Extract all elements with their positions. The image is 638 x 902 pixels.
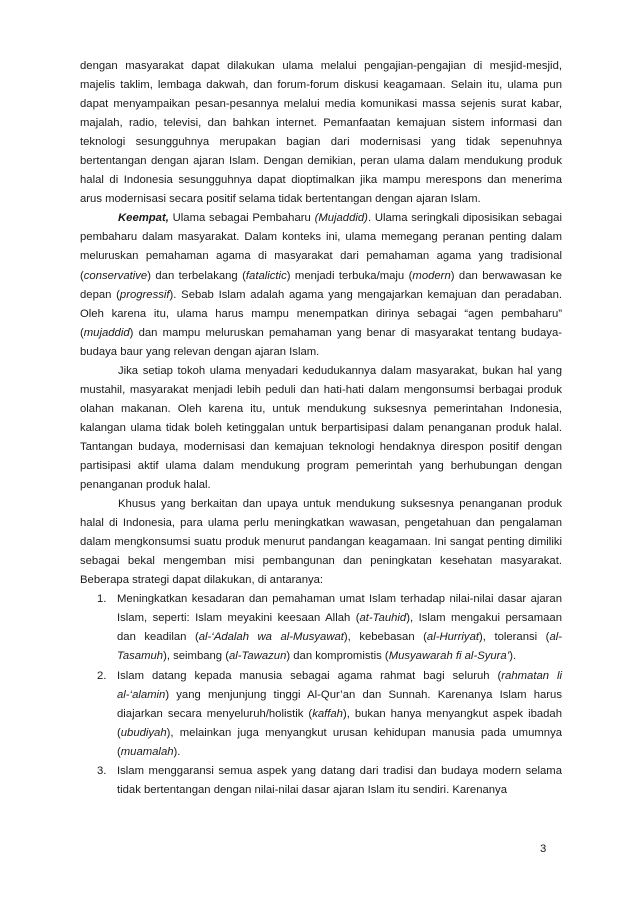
body-text bbox=[80, 57, 562, 590]
text-segment: Islam menggaransi semua aspek yang datang dari tradisi dan budaya modern selama tidak bertentangan dengan nilai-nilai dasar ajaran Islam itu sendiri. Karenanya bbox=[117, 764, 562, 796]
paragraph bbox=[80, 57, 562, 209]
list-item-number: 3. bbox=[97, 764, 107, 777]
italic-term: al-Tawazun bbox=[229, 650, 287, 663]
text-segment: Meningkatkan kesadaran dan pemahaman umat Islam terhadap nilai-nilai dasar ajaran Islam, seperti: Islam meyakini keesaan Allah ( bbox=[117, 593, 562, 625]
text-segment: ), seimbang ( bbox=[163, 650, 229, 663]
italic-term: progressif bbox=[119, 288, 170, 301]
text-segment: ). bbox=[509, 650, 517, 663]
text-segment: ) dan kompromistis ( bbox=[286, 650, 389, 663]
text-segment: Khusus yang berkaitan dan upaya untuk mendukung suksesnya penanganan produk halal di Indonesia, para ulama perlu meningkatkan wawasan, pengetahuan dan pengalaman dalam mengkonsumsi suatu produk menurut pandangan keagamaan. Ini sangat penting dimiliki sebagai bekal mengemban misi pembangunan dan peningkatan kesehatan masyarakat. Beberapa strategi dapat dilakukan, di antaranya: bbox=[80, 498, 562, 587]
paragraph bbox=[80, 495, 562, 590]
text-segment: ). Sebab Islam adalah agama yang mengajarkan kemajuan dan peradaban. Oleh karena itu, ulama harus mampu menempatkan dirinya sebagai “agen pembaharu” ( bbox=[80, 288, 562, 339]
list-item bbox=[97, 590, 562, 666]
page-number: 3 bbox=[540, 843, 547, 855]
list-item-number: 2. bbox=[97, 669, 107, 682]
italic-term: kaffah bbox=[312, 707, 343, 720]
text-segment: ). bbox=[173, 745, 181, 758]
text-segment: ), kebebasan ( bbox=[343, 631, 427, 644]
italic-term: ubudiyah bbox=[120, 726, 167, 739]
italic-term: (Mujaddid) bbox=[314, 212, 368, 225]
paragraph bbox=[80, 209, 562, 361]
list-item-number: 1. bbox=[97, 593, 107, 606]
text-segment: ) menjadi terbuka/maju ( bbox=[286, 269, 413, 282]
list-item bbox=[97, 762, 562, 800]
text-segment: Jika setiap tokoh ulama menyadari kedudukannya dalam masyarakat, bukan hal yang mustahil, masyarakat menjadi lebih peduli dan hati-hati dalam mengonsumsi berbagai produk olahan makanan. Oleh karena itu, untuk mendukung suksesnya pemerintahan Indonesia, kalangan ulama tidak boleh ketinggalan untuk berpartisipasi dalam penanganan produk halal. Tantangan budaya, modernisasi dan kemajuan teknologi hendaknya direspon positif dengan partisipasi aktif ulama dalam mendukung program pemerintah yang berhubungan dengan penanganan produk halal. bbox=[80, 364, 562, 492]
italic-term: modern bbox=[412, 269, 451, 282]
italic-term: fatalictic bbox=[245, 269, 287, 282]
text-segment: ), toleransi ( bbox=[479, 631, 550, 644]
text-segment: Ulama sebagai Pembaharu bbox=[168, 212, 315, 225]
text-segment: . Ulama seringkali diposisikan sebagai pembaharu dalam masyarakat. Dalam konteks ini, ulama memegang peranan penting dalam meluruskan pemahaman agama di masyarakat dari pemahaman agama yang tradisional ( bbox=[80, 212, 562, 282]
text-segment: ) dan mampu meluruskan pemahaman yang benar di masyarakat tentang budaya-budaya baur yang relevan dengan ajaran Islam. bbox=[80, 326, 562, 358]
strategy-list bbox=[80, 590, 562, 800]
italic-term: rahmatan li al-‘alamin bbox=[117, 669, 562, 701]
text-segment: ) dan berwawasan ke depan ( bbox=[80, 269, 563, 301]
italic-term: al-‘Adalah wa al-Musyawat bbox=[198, 631, 344, 644]
italic-term: al-Hurriyat bbox=[426, 631, 480, 644]
italic-term: muamalah bbox=[120, 745, 174, 758]
text-segment: ), melainkan juga menyangkut urusan kehidupan manusia pada umumnya ( bbox=[117, 726, 562, 758]
paragraph bbox=[80, 362, 562, 495]
paragraph-lead: Keempat, bbox=[118, 212, 169, 225]
text-segment: ), Islam mengakui persamaan dan keadilan ( bbox=[117, 612, 562, 644]
text-segment: dengan masyarakat dapat dilakukan ulama melalui pengajian-pengajian di mesjid-mesjid, majelis taklim, lembaga dakwah, dan forum-forum diskusi keagamaan. Selain itu, ulama pun dapat menyampaikan pesan-pesannya melalui media komunikasi massa sejenis surat kabar, majalah, radio, televisi, dan bahkan internet. Pemanfaatan kemajuan sistem informasi dan teknologi sesungguhnya merupakan bagian dari modernisasi yang tidak sepenuhnya bertentangan dengan ajaran Islam. Dengan demikian, peran ulama dalam mendukung produk halal di Indonesia sesungguhnya dapat dioptimalkan jika mampu merespons dan menerima arus modernisasi secara positif selama tidak bertentangan dengan ajaran Islam. bbox=[80, 60, 562, 206]
text-segment: ) dan terbelakang ( bbox=[147, 269, 246, 282]
text-segment: ), bukan hanya menyangkut aspek ibadah ( bbox=[117, 707, 562, 739]
italic-term: mujaddid bbox=[83, 326, 130, 339]
italic-term: Musyawarah fi al-Syura’ bbox=[388, 650, 510, 663]
italic-term: al-Tasamuh bbox=[117, 631, 562, 663]
italic-term: conservative bbox=[83, 269, 148, 282]
list-item bbox=[97, 667, 562, 762]
text-segment: Islam datang kepada manusia sebagai agama rahmat bagi seluruh ( bbox=[117, 669, 502, 682]
text-segment: ) yang menjunjung tinggi Al-Qur’an dan Sunnah. Karenanya Islam harus diajarkan secara menyeluruh/holistik ( bbox=[117, 688, 562, 720]
italic-term: at-Tauhid bbox=[359, 612, 407, 625]
